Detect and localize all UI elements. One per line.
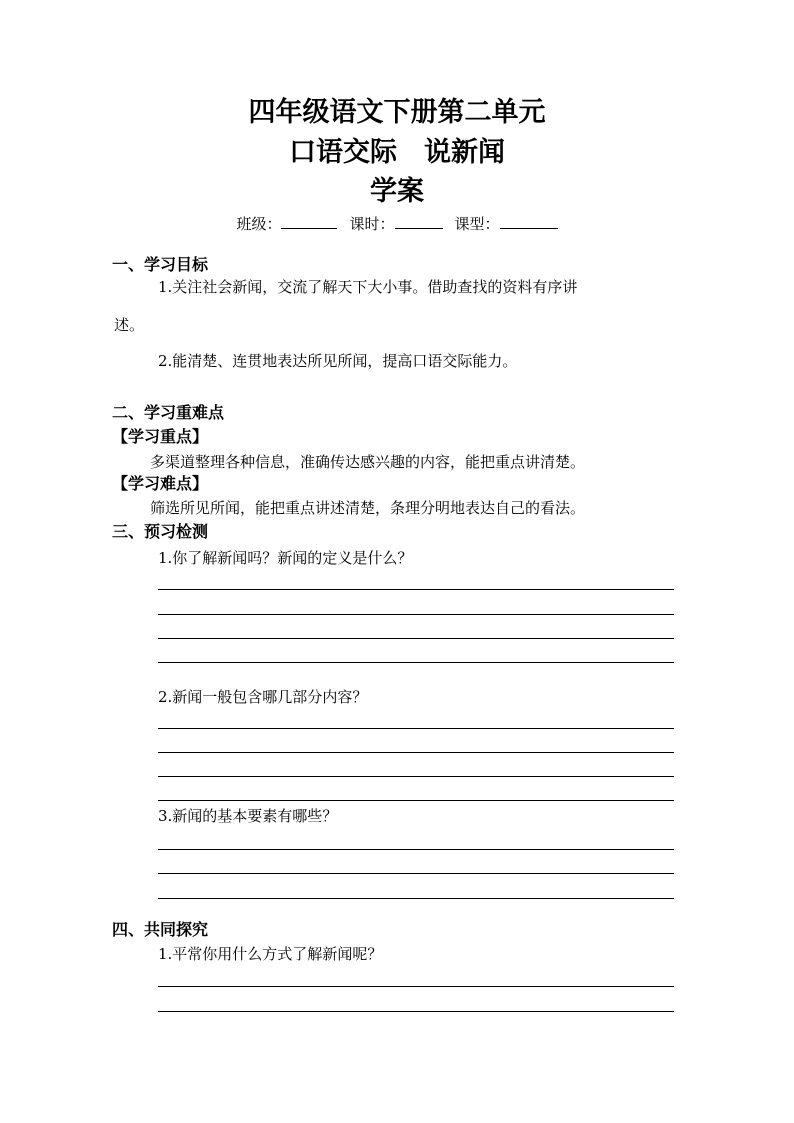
answer-line[interactable] <box>158 752 674 753</box>
answer-line[interactable] <box>158 800 674 801</box>
meta-row <box>0 212 794 235</box>
goal-1-line-2: 述。 <box>114 316 145 334</box>
class-blank[interactable] <box>281 212 337 229</box>
answer-line[interactable] <box>158 728 674 729</box>
answer-line[interactable] <box>158 1011 674 1012</box>
answer-line[interactable] <box>158 614 674 615</box>
key-point-text: 多渠道整理各种信息，准确传达感兴趣的内容，能把重点讲清楚。 <box>150 453 586 471</box>
answer-line[interactable] <box>158 873 674 874</box>
preview-question-3: 3.新闻的基本要素有哪些？ <box>158 807 338 825</box>
goal-1-line-1: 1.关注社会新闻，交流了解天下大小事。借助查找的资料有序讲 <box>158 278 578 296</box>
inquiry-question-1: 1.平常你用什么方式了解新闻呢？ <box>158 945 383 963</box>
key-point-label: 【学习重点】 <box>112 427 209 446</box>
answer-line[interactable] <box>158 589 674 590</box>
preview-question-1: 1.你了解新闻吗？新闻的定义是什么？ <box>158 549 413 567</box>
period-blank[interactable] <box>395 212 443 229</box>
answer-line[interactable] <box>158 986 674 987</box>
preview-question-2: 2.新闻一般包含哪几部分内容？ <box>158 688 368 706</box>
difficult-point-text: 筛选所见所闻，能把重点讲述清楚，条理分明地表达自己的看法。 <box>150 499 586 517</box>
answer-line[interactable] <box>158 662 674 663</box>
difficult-point-label: 【学习难点】 <box>112 474 209 493</box>
period-label: 课时： <box>349 215 395 233</box>
document-title: 四年级语文下册第二单元 <box>248 97 546 128</box>
answer-line[interactable] <box>158 638 674 639</box>
answer-line[interactable] <box>158 898 674 899</box>
section-heading-goals: 一、学习目标 <box>112 255 209 274</box>
section-heading-key-points: 二、学习重难点 <box>112 403 225 422</box>
section-heading-inquiry: 四、共同探究 <box>112 920 209 939</box>
class-label: 班级： <box>236 215 282 233</box>
goal-2: 2.能清楚、连贯地表达所见所闻，提高口语交际能力。 <box>158 352 518 370</box>
section-heading-preview: 三、预习检测 <box>112 522 209 541</box>
answer-line[interactable] <box>158 849 674 850</box>
answer-line[interactable] <box>158 776 674 777</box>
document-subtitle: 口语交际 说新闻 <box>289 137 505 168</box>
type-label: 课型： <box>454 215 500 233</box>
document-type-title: 学案 <box>370 176 424 207</box>
type-blank[interactable] <box>500 212 558 229</box>
